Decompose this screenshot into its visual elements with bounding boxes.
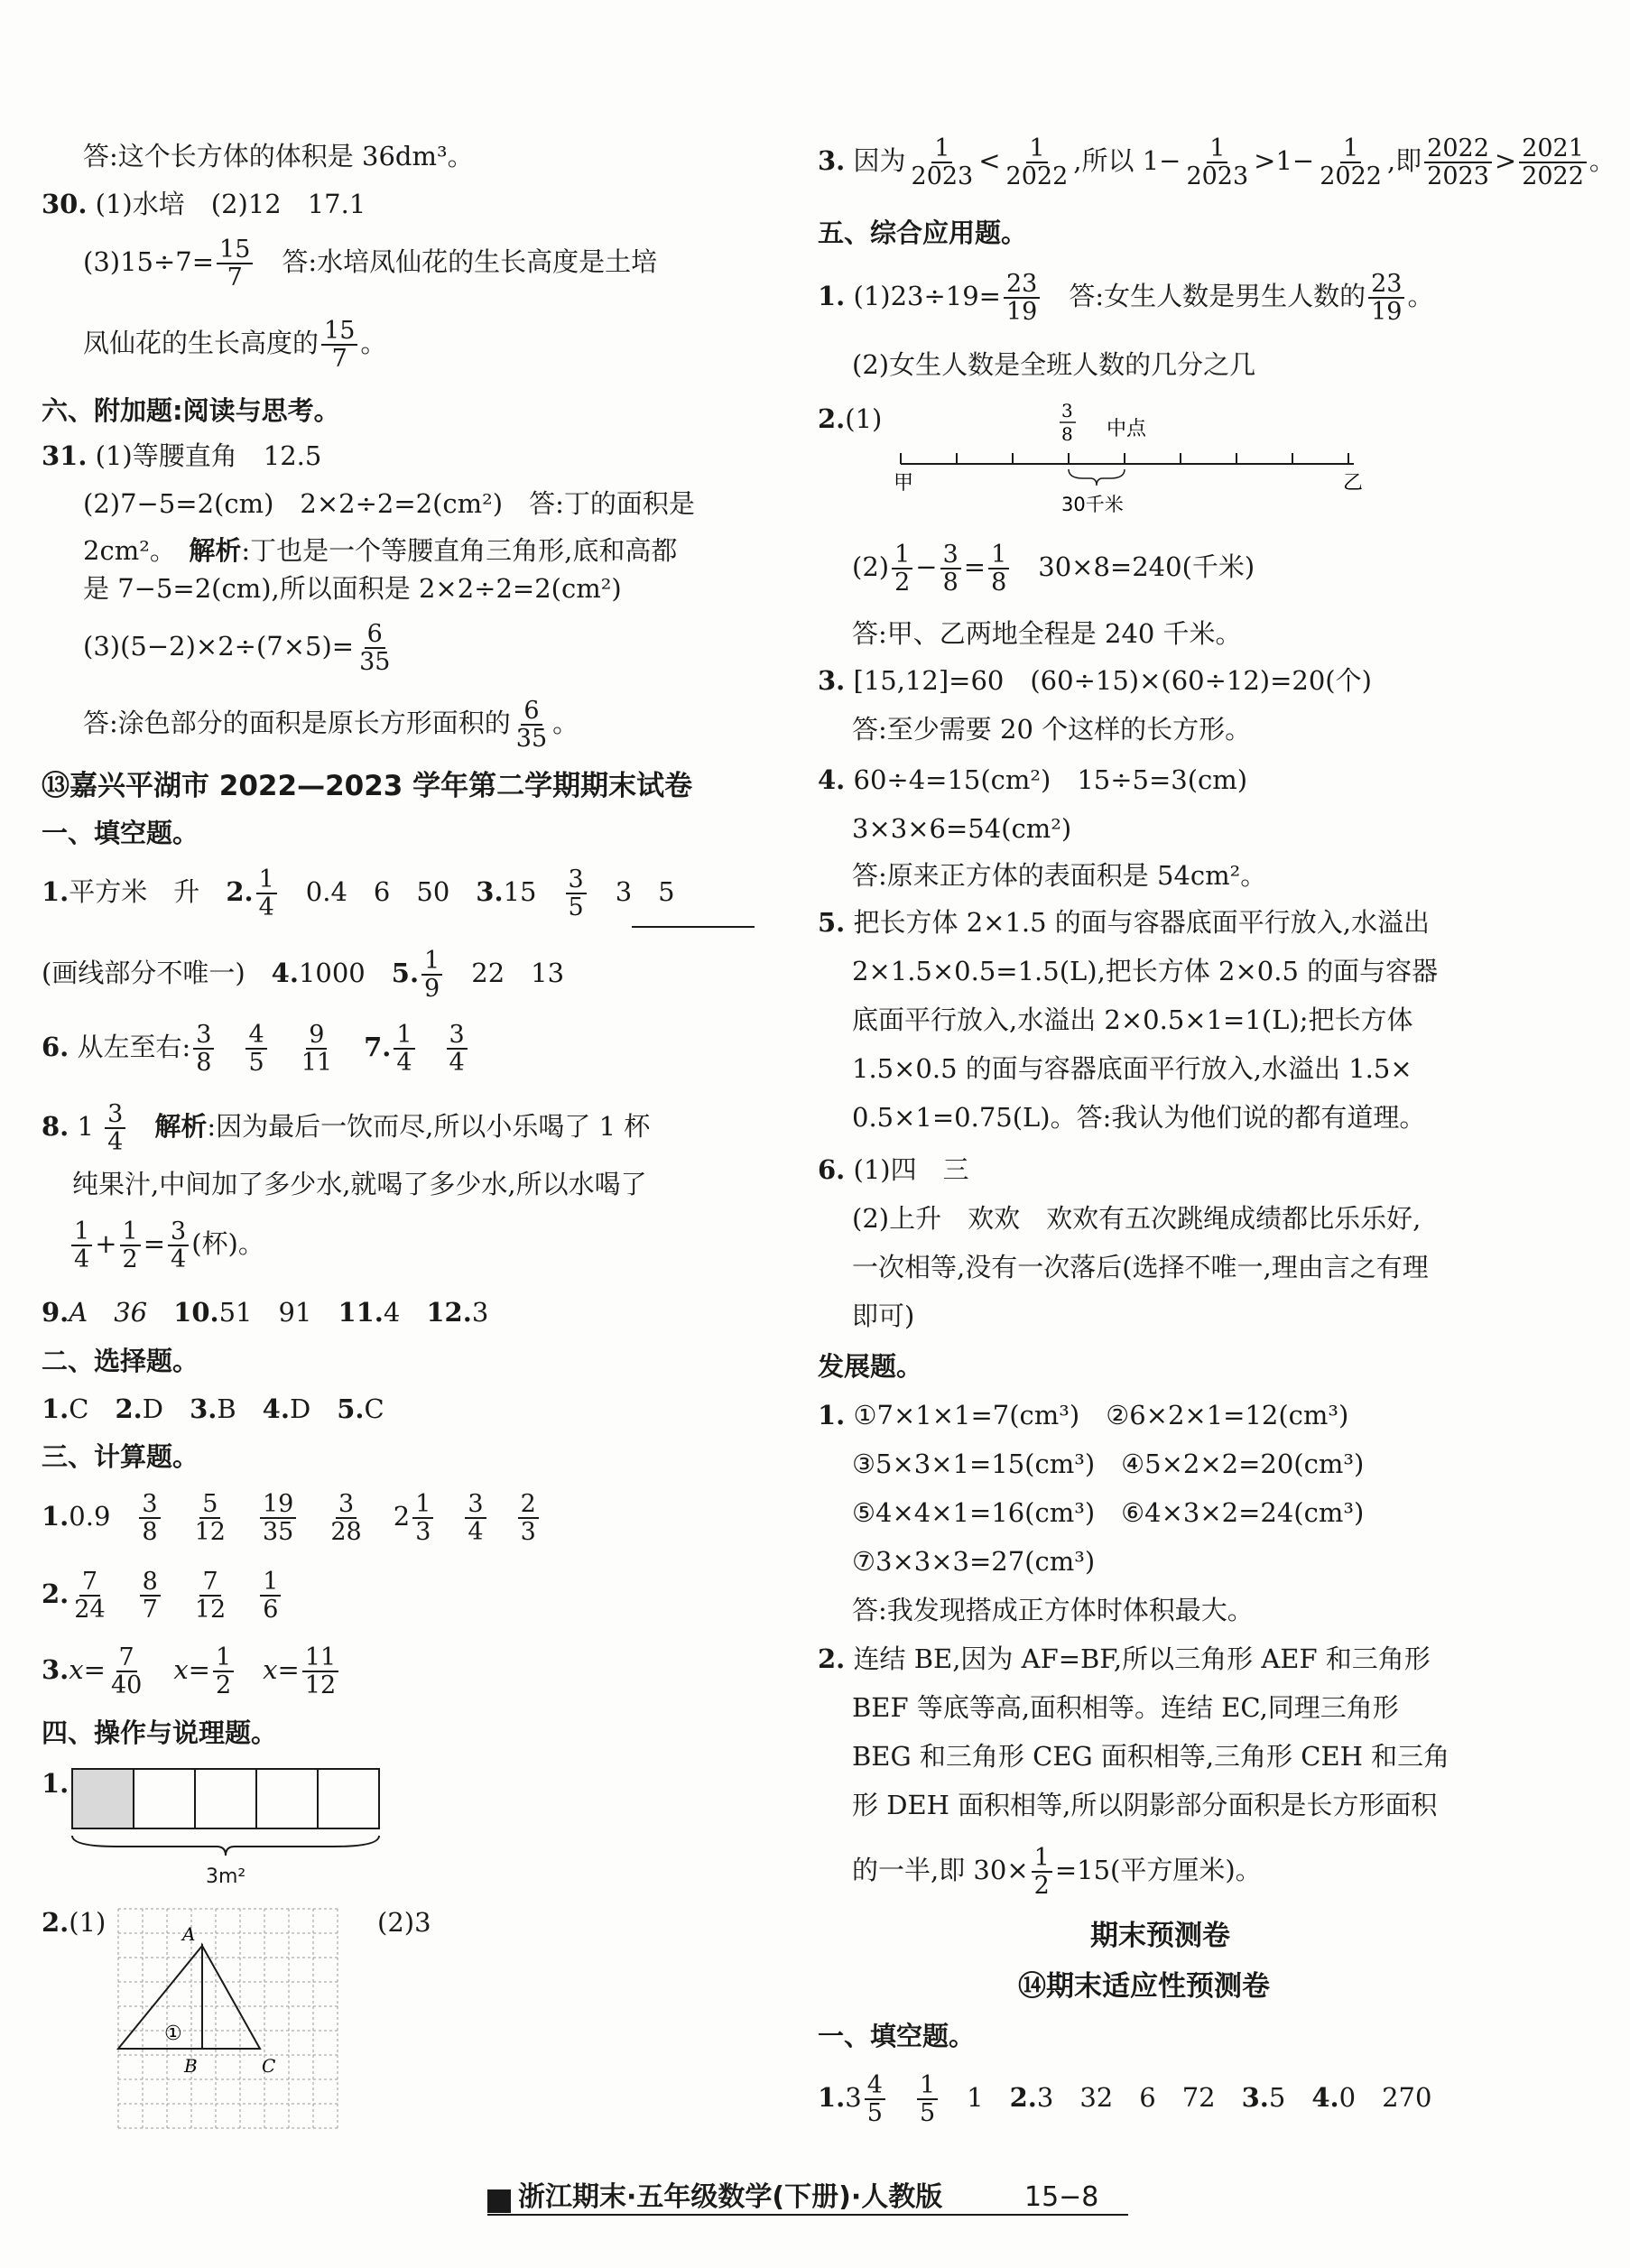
fraction: $\frac{1}{2}$ xyxy=(1032,1845,1052,1899)
app-4-answer: 答:原来正方体的表面积是 54cm²。 xyxy=(852,860,1267,891)
section-header-1b: 一、填空题。 xyxy=(818,2021,976,2051)
app-5-line: 5. 把长方体 2×1.5 的面与容器底面平行放入,水溢出 xyxy=(818,907,1431,938)
q31-2-cont: 是 7−5=2(cm),所以面积是 2×2÷2=2(cm²) xyxy=(83,573,622,604)
fraction: $\frac{3}{5}$ xyxy=(566,866,587,921)
q31-2-analysis: 2cm²。 解析:丁也是一个等腰直角三角形,底和高都 xyxy=(83,535,678,566)
app-6-cont: 一次相等,没有一次落后(选择不唯一,理由言之有理 xyxy=(852,1252,1429,1282)
point-a-label: A xyxy=(182,1923,196,1945)
dev-2-cont: 形 DEH 面积相等,所以阴影部分面积是长方形面积 xyxy=(852,1790,1438,1820)
exam-title-13: ⑬嘉兴平湖市 2022—2023 学年第二学期期末试卷 xyxy=(42,770,693,802)
app-4-line: 4. 60÷4=15(cm²) 15÷5=3(cm) xyxy=(818,764,1248,795)
fraction: $\frac{6}{35}$ xyxy=(359,620,391,677)
fraction: $\frac{1}{2}$ xyxy=(120,1218,141,1273)
dev-1-answer: 答:我发现搭成正方体时体积最大。 xyxy=(852,1595,1254,1625)
nl-right-label: 乙 xyxy=(1343,472,1364,495)
fraction: $\frac{3}{8}$ xyxy=(139,1491,160,1545)
fraction: $\frac{15}{7}$ xyxy=(217,236,253,291)
nl-midpoint-label: 中点 xyxy=(1107,418,1147,440)
section-header-1: 一、填空题。 xyxy=(42,818,199,848)
dev-1-cont: ⑦3×3×3=27(cm³) xyxy=(852,1546,1096,1577)
fraction: $\frac{7}{12}$ xyxy=(194,1568,227,1625)
calc-line-3: 3.x= $\frac{7}{40}$ x= $\frac{1}{2}$ x= $\frac{11}{12}$ xyxy=(42,1644,341,1699)
fraction: $\frac{1}{2022}$ xyxy=(1005,134,1069,191)
triangle-1 xyxy=(118,1946,202,2049)
underline-mark xyxy=(632,926,755,928)
footer-mark-icon xyxy=(487,2189,511,2213)
app-4-cont: 3×3×6=54(cm²) xyxy=(852,813,1072,844)
triangle-abc xyxy=(202,1946,260,2049)
q31-line: 31. (1)等腰直角 12.5 xyxy=(42,440,322,471)
fraction: $\frac{1}{3}$ xyxy=(412,1491,433,1545)
fraction: $\frac{6}{35}$ xyxy=(515,697,548,754)
app-1-line: 1. (1)23÷19= $\frac{23}{19}$ 答:女生人数是男生人数的 $\frac{23}{19}$ 。 xyxy=(818,270,1434,327)
fill-line-3: 6. 从左至右: $\frac{3}{8}$ $\frac{4}{5}$ $\frac{9}{11}$ 7. $\frac{1}{4}$ $\frac{3}{4}$ xyxy=(42,1022,470,1076)
dev-2-cont: 的一半,即 30× $\frac{1}{2}$ =15(平方厘米)。 xyxy=(852,1844,1262,1901)
dev-2-line: 2. 连结 BE,因为 AF=BF,所以三角形 AEF 和三角形 xyxy=(818,1643,1431,1674)
number-line-diagram xyxy=(894,399,1372,516)
nl-left-label: 甲 xyxy=(894,472,914,495)
fraction: $\frac{8}{7}$ xyxy=(140,1569,161,1623)
footer-title: 浙江期末·五年级数学(下册)·人教版 xyxy=(518,2181,943,2213)
q3-line: 3. 因为 $\frac{1}{2023}$ < $\frac{1}{2022}$ ,所以 1− $\frac{1}{2023}$ >1− $\frac{1}{2022}$ ,即 $\frac{2022}{2023}$ > $\frac{2021}{2022}$ 。 xyxy=(818,134,1616,191)
fraction: $\frac{1}{4}$ xyxy=(394,1022,414,1076)
fraction: $\frac{1}{9}$ xyxy=(421,948,442,1002)
choice-line: 1.C 2.D 3.B 4.D 5.C xyxy=(42,1393,384,1424)
fraction: $\frac{1}{4}$ xyxy=(71,1218,92,1273)
app-3-answer: 答:至少需要 20 个这样的长方形。 xyxy=(852,714,1252,745)
fill-line-8-eq: $\frac{1}{4}$ + $\frac{1}{2}$ = $\frac{3}{4}$ (杯)。 xyxy=(69,1218,264,1273)
fraction: $\frac{4}{5}$ xyxy=(865,2072,885,2126)
brace xyxy=(72,1836,379,1856)
dev-2-cont: BEG 和三角形 CEG 面积相等,三角形 CEH 和三角 xyxy=(852,1741,1450,1772)
section-header-2: 二、选择题。 xyxy=(42,1346,199,1376)
section-header-4: 四、操作与说理题。 xyxy=(42,1717,278,1748)
section-header-dev: 发展题。 xyxy=(818,1351,923,1382)
fraction: $\frac{2022}{2023}$ xyxy=(1424,135,1492,190)
section-title: 期末预测卷 xyxy=(1090,1920,1230,1952)
app-2-label: 2.(1) xyxy=(818,403,883,434)
fill-line-14: 1.3 $\frac{4}{5}$ $\frac{1}{5}$ 1 2.3 32 6 72 3.5 4.0 270 xyxy=(818,2071,1432,2128)
fraction: $\frac{7}{40}$ xyxy=(110,1643,143,1700)
grid-triangle-diagram xyxy=(114,1904,350,2135)
q30-3-line: (3)15÷7= $\frac{15}{7}$ 答:水培凤仙花的生长高度是土培 xyxy=(83,236,658,292)
fraction: $\frac{23}{19}$ xyxy=(1004,271,1040,325)
fraction: $\frac{5}{12}$ xyxy=(194,1490,226,1547)
fraction: $\frac{1}{2}$ xyxy=(892,542,912,596)
fraction: $\frac{4}{5}$ xyxy=(245,1022,266,1076)
app-2-2-line: (2) $\frac{1}{2}$ − $\frac{3}{8}$ = $\frac{1}{8}$ 30×8=240(千米) xyxy=(852,541,1255,597)
fraction: $\frac{1}{5}$ xyxy=(917,2072,938,2126)
app-5-cont: 底面平行放入,水溢出 2×0.5×1=1(L);把长方体 xyxy=(852,1004,1413,1035)
fraction: $\frac{11}{12}$ xyxy=(302,1644,338,1699)
strip-label: 3m² xyxy=(206,1865,246,1888)
fraction: $\frac{3}{4}$ xyxy=(168,1218,189,1273)
dev-2-cont: BEF 等底等高,面积相等。连结 EC,同理三角形 xyxy=(852,1692,1399,1723)
calc-line-2: 2. $\frac{7}{24}$ $\frac{8}{7}$ $\frac{7}{12}$ $\frac{1}{6}$ xyxy=(42,1569,283,1623)
fraction: $\frac{3}{8}$ xyxy=(193,1022,214,1076)
fraction: $\frac{9}{11}$ xyxy=(301,1021,333,1078)
q30-line: 30. (1)水培 (2)12 17.1 xyxy=(42,189,366,219)
shaded-cell xyxy=(72,1769,134,1828)
app-5-cont: 0.5×1=0.75(L)。答:我认为他们说的都有道理。 xyxy=(852,1102,1426,1133)
fraction: $\frac{2021}{2022}$ xyxy=(1519,135,1587,190)
section-header-5: 五、综合应用题。 xyxy=(818,218,1028,248)
answer-line: 答:这个长方体的体积是 36dm³。 xyxy=(83,141,474,171)
calc-line-1: 1.0.9 $\frac{3}{8}$ $\frac{5}{12}$ $\frac{19}{35}$ $\frac{3}{28}$ 2 $\frac{1}{3}$ $\frac{3}{4}$ $\frac{2}{3}$ xyxy=(42,1491,542,1545)
region-1-label: ① xyxy=(164,2023,182,2045)
q30-3-cont: 凤仙花的生长高度的 $\frac{15}{7}$ 。 xyxy=(83,317,387,374)
q31-2-line: (2)7−5=2(cm) 2×2÷2=2(cm²) 答:丁的面积是 xyxy=(83,488,695,519)
point-b-label: B xyxy=(184,2055,198,2077)
app-1-2-line: (2)女生人数是全班人数的几分之几 xyxy=(852,349,1256,380)
app-3-line: 3. [15,12]=60 (60÷15)×(60÷12)=20(个) xyxy=(818,665,1372,696)
op-2-2-answer: (2)3 xyxy=(377,1907,431,1938)
fraction: $\frac{3}{28}$ xyxy=(330,1490,362,1547)
app-6-line: 6. (1)四 三 xyxy=(818,1154,969,1185)
fill-line-8-cont: 纯果汁,中间加了多少水,就喝了多少水,所以水喝了 xyxy=(72,1169,647,1199)
fraction: $\frac{3}{4}$ xyxy=(447,1022,468,1076)
fraction: $\frac{3}{4}$ xyxy=(105,1101,125,1155)
op-2-label: 2.(1) xyxy=(42,1907,107,1938)
fraction: $\frac{1}{2}$ xyxy=(213,1644,234,1699)
fraction: $\frac{7}{24}$ xyxy=(74,1568,106,1625)
fill-line-9: 9.A 36 10.51 91 11.4 12.3 xyxy=(42,1297,489,1328)
fraction: $\frac{23}{19}$ xyxy=(1368,271,1404,325)
exam-title-14: ⑭期末适应性预测卷 xyxy=(1018,1970,1270,2003)
fraction: $\frac{1}{2023}$ xyxy=(911,134,974,191)
fill-line-2: (画线部分不唯一) 4.1000 5. $\frac{1}{9}$ 22 13 xyxy=(42,947,565,1004)
fill-line-8: 8. 1 $\frac{3}{4}$ 解析:因为最后一饮而尽,所以小乐喝了 1 杯 xyxy=(42,1100,651,1157)
fraction: $\frac{2}{3}$ xyxy=(518,1491,539,1545)
app-6-cont: 即可) xyxy=(852,1301,915,1331)
dev-1-line: 1. ①7×1×1=7(cm³) ②6×2×1=12(cm³) xyxy=(818,1400,1349,1430)
fill-line-1: 1.平方米 升 2. $\frac{1}{4}$ 0.4 6 50 3.15 $\frac{3}{5}$ 3 5 xyxy=(42,866,675,922)
nl-segment-label: 30千米 xyxy=(1061,494,1124,515)
fraction: $\frac{1}{4}$ xyxy=(256,866,277,921)
op-1-label: 1. xyxy=(42,1768,69,1799)
dev-1-cont: ③5×3×1=15(cm³) ④5×2×2=20(cm³) xyxy=(852,1449,1365,1479)
fraction: $\frac{1}{2022}$ xyxy=(1320,134,1382,191)
page-number: 15−8 xyxy=(1024,2181,1099,2213)
nl-frac-den: 8 xyxy=(1061,423,1073,445)
q31-3-line: (3)(5−2)×2÷(7×5)= $\frac{6}{35}$ xyxy=(83,621,395,675)
fraction: $\frac{1}{8}$ xyxy=(988,542,1009,596)
app-5-cont: 2×1.5×0.5=1.5(L),把长方体 2×0.5 的面与容器 xyxy=(852,956,1439,986)
app-5-cont: 1.5×0.5 的面与容器底面平行放入,水溢出 1.5× xyxy=(852,1053,1412,1084)
fraction: $\frac{1}{2023}$ xyxy=(1186,134,1249,191)
fraction: $\frac{1}{6}$ xyxy=(260,1569,281,1623)
fraction: $\frac{15}{7}$ xyxy=(321,318,357,372)
fraction: $\frac{3}{4}$ xyxy=(465,1491,486,1545)
nl-brace xyxy=(1069,469,1125,486)
q31-answer: 答:涂色部分的面积是原长方形面积的 $\frac{6}{35}$ 。 xyxy=(83,697,579,754)
app-2-answer: 答:甲、乙两地全程是 240 千米。 xyxy=(852,618,1242,649)
point-c-label: C xyxy=(262,2055,276,2077)
section-header-6: 六、附加题:阅读与思考。 xyxy=(42,395,340,426)
fraction: $\frac{3}{8}$ xyxy=(940,542,961,596)
app-6-cont: (2)上升 欢欢 欢欢有五次跳绳成绩都比乐乐好, xyxy=(852,1203,1422,1234)
section-header-3: 三、计算题。 xyxy=(42,1441,199,1472)
dev-1-cont: ⑤4×4×1=16(cm³) ⑥4×3×2=24(cm³) xyxy=(852,1497,1365,1528)
nl-frac-num: 3 xyxy=(1061,400,1073,421)
footer-rule xyxy=(487,2214,1128,2216)
fraction: $\frac{19}{35}$ xyxy=(260,1491,296,1545)
